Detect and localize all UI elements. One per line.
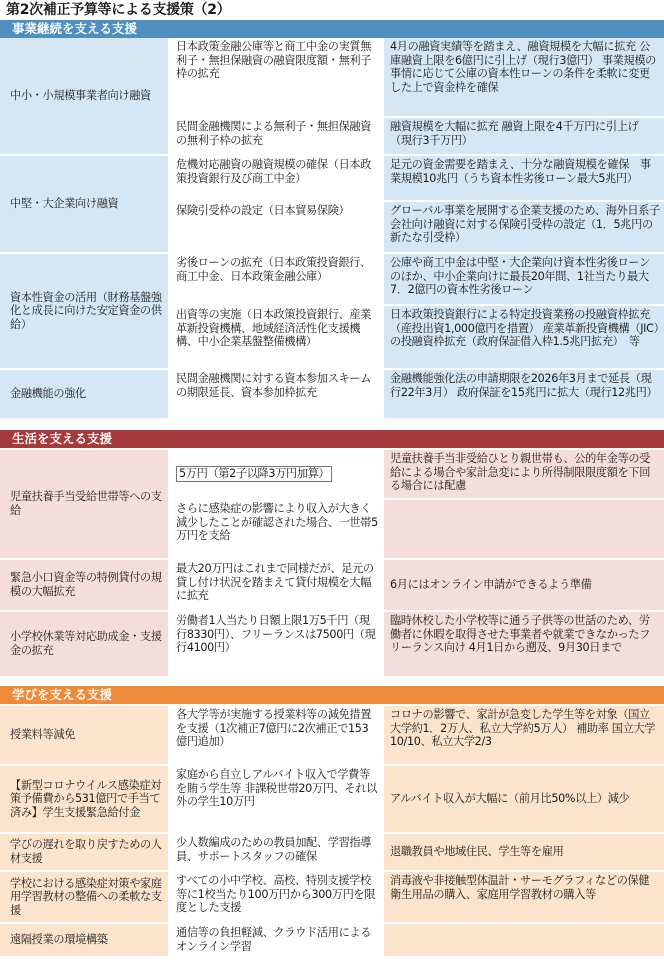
detail-cell: 臨時休校した小学校等に通う子供等の世話のため、労働者に休暇を取得させた事業者や就業できなかったフリーランス向け 4月1日から遡及、9月30日まで xyxy=(384,612,664,678)
row-label: 【新型コロナウイルス感染症対策予備費から531億円で手当て済み】学生支援緊急給付金 xyxy=(0,766,170,834)
measure-cell: 民間金融機関に対する資本参加スキームの期限延長、資本参加枠拡充 xyxy=(170,370,384,420)
detail-cell xyxy=(384,924,664,958)
row-label: 中堅・大企業向け融資 xyxy=(0,156,170,254)
measure-cell xyxy=(170,450,384,500)
measure-cell: 各大学等が実施する授業料等の減免措置を支援（1次補正7億円に2次補正で153億円追加） xyxy=(170,706,384,766)
row-label: 中小・小規模事業者向け融資 xyxy=(0,38,170,156)
detail-cell: アルバイト収入が大幅に（前月比50%以上）減少 xyxy=(384,766,664,834)
detail-cell: 6月にはオンライン申請ができるよう準備 xyxy=(384,560,664,612)
detail-cell: 日本政策投資銀行による特定投資業務の投融資枠拡充（産投出資1,000億円を措置） 産業革新投資機構（JIC）の投融資枠拡充（政府保証借入枠1.5兆円拡充） 等 xyxy=(384,306,664,370)
detail-cell: 消毒液や非接触型体温計・サーモグラフィなどの保健衛生用品の購入、家庭用学習教材の購入等 xyxy=(384,872,664,924)
table-row xyxy=(0,38,664,156)
detail-cell: 足元の資金需要を踏まえ、十分な融資規模を確保 事業規模10兆円（うち資本性劣後ローン最大5兆円） xyxy=(384,156,664,202)
measure-cell: 通信等の負担軽減、クラウド活用によるオンライン学習 xyxy=(170,924,384,958)
measure-cell: すべての小中学校、高校、特別支援学校等に1校当たり100万円から300万円を限度とした支援 xyxy=(170,872,384,924)
measure-cell: 日本政策金融公庫等と商工中金の実質無利子・無担保融資の融資限度額・無利子枠の拡充 xyxy=(170,38,384,118)
table-row xyxy=(0,766,664,834)
detail-cell: コロナの影響で、家計が急変した学生等を対象（国立大学約1．2万人、私立大学約5万人） 補助率 国立大学10/10、私立大学2/3 xyxy=(384,706,664,766)
row-label: 学校における感染症対策や家庭用学習教材の整備への柔軟な支援 xyxy=(0,872,170,924)
detail-cell: 児童扶養手当非受給ひとり親世帯も、公的年金等の受給による場合や家計急変により所得制限限度額を下回る場合には配慮 xyxy=(384,450,664,500)
measure-cell: 出資等の実施（日本政策投資銀行、産業革新投資機構、地域経済活性化支援機構、中小企業基盤整備機構） xyxy=(170,306,384,370)
row-label: 遠隔授業の環境構築 xyxy=(0,924,170,958)
detail-cell: 公庫や商工中金は中堅・大企業向け資本性劣後ローンのほか、中小企業向けに最長20年間、1社当たり最大7．2億円の資本性劣後ローン xyxy=(384,254,664,306)
table-row xyxy=(0,834,664,872)
row-label: 資本性資金の活用（財務基盤強化と成長に向けた安定資金の供給） xyxy=(0,254,170,370)
table-row xyxy=(0,872,664,924)
table-row xyxy=(0,560,664,612)
page-title: 第2次補正予算等による支援策（2） xyxy=(6,2,231,18)
table-row xyxy=(0,612,664,678)
amount-box: 5万円（第2子以降3万円加算） xyxy=(176,466,332,482)
row-label: 授業料等減免 xyxy=(0,706,170,766)
measure-cell: 劣後ローンの拡充（日本政策投資銀行、商工中金、日本政策金融公庫） xyxy=(170,254,384,306)
row-label: 小学校休業等対応助成金・支援金の拡充 xyxy=(0,612,170,678)
detail-cell: 退職教員や地域住民、学生等を雇用 xyxy=(384,834,664,872)
measure-cell: 最大20万円はこれまで同様だが、足元の貸し付け状況を踏まえて貸付規模を大幅に拡充 xyxy=(170,560,384,612)
measure-cell: 民間金融機関による無利子・無担保融資の無利子枠の拡充 xyxy=(170,118,384,156)
row-label: 学びの遅れを取り戻すための人材支援 xyxy=(0,834,170,872)
detail-cell: 金融機能強化法の申請期限を2026年3月まで延長（現行22年3月） 政府保証を15兆円に拡大（現行12兆円） xyxy=(384,370,664,420)
measure-cell: 保険引受枠の設定（日本貿易保険） xyxy=(170,202,384,254)
row-label: 金融機能の強化 xyxy=(0,370,170,420)
detail-cell: 4月の融資実績等を踏まえ、融資規模を大幅に拡充 公庫融資上限を6億円に引上げ（現行3億円） 事業規模の事情に応じて公庫の資本性ローンの条件を柔軟に変更した上で資金枠を確保 xyxy=(384,38,664,118)
measure-cell: さらに感染症の影響により収入が大きく減少したことが確認された場合、一世帯5万円を支給 xyxy=(170,500,384,560)
section-header-learning: 学びを支える支援 xyxy=(0,686,664,704)
table-row xyxy=(0,254,664,370)
section-header-business: 事業継続を支える支援 xyxy=(0,20,664,38)
detail-cell: 融資規模を大幅に拡充 融資上限を4千万円に引上げ（現行3千万円） xyxy=(384,118,664,156)
table-row xyxy=(0,370,664,420)
table-row xyxy=(0,924,664,958)
measure-cell: 危機対応融資の融資規模の確保（日本政策投資銀行及び商工中金） xyxy=(170,156,384,202)
row-label: 児童扶養手当受給世帯等への支給 xyxy=(0,450,170,560)
detail-cell: グローバル事業を展開する企業支援のため、海外日系子会社向け融資に対する保険引受枠の設定（1．5兆円の新たな引受枠） xyxy=(384,202,664,254)
table-row xyxy=(0,706,664,766)
table-row xyxy=(0,156,664,254)
measure-cell: 少人数編成のための教員加配、学習指導員、サポートスタッフの確保 xyxy=(170,834,384,872)
measure-cell: 家庭から自立しアルバイト収入で学費等を賄う学生等 非課税世帯20万円、それ以外の学生10万円 xyxy=(170,766,384,834)
detail-cell-empty xyxy=(384,500,664,560)
section-header-life: 生活を支える支援 xyxy=(0,430,664,448)
row-label: 緊急小口資金等の特例貸付の規模の大幅拡充 xyxy=(0,560,170,612)
table-row xyxy=(0,450,664,560)
measure-cell: 労働者1人当たり日額上限1万5千円（現行8330円）、フリーランスは7500円（現行4100円） xyxy=(170,612,384,678)
